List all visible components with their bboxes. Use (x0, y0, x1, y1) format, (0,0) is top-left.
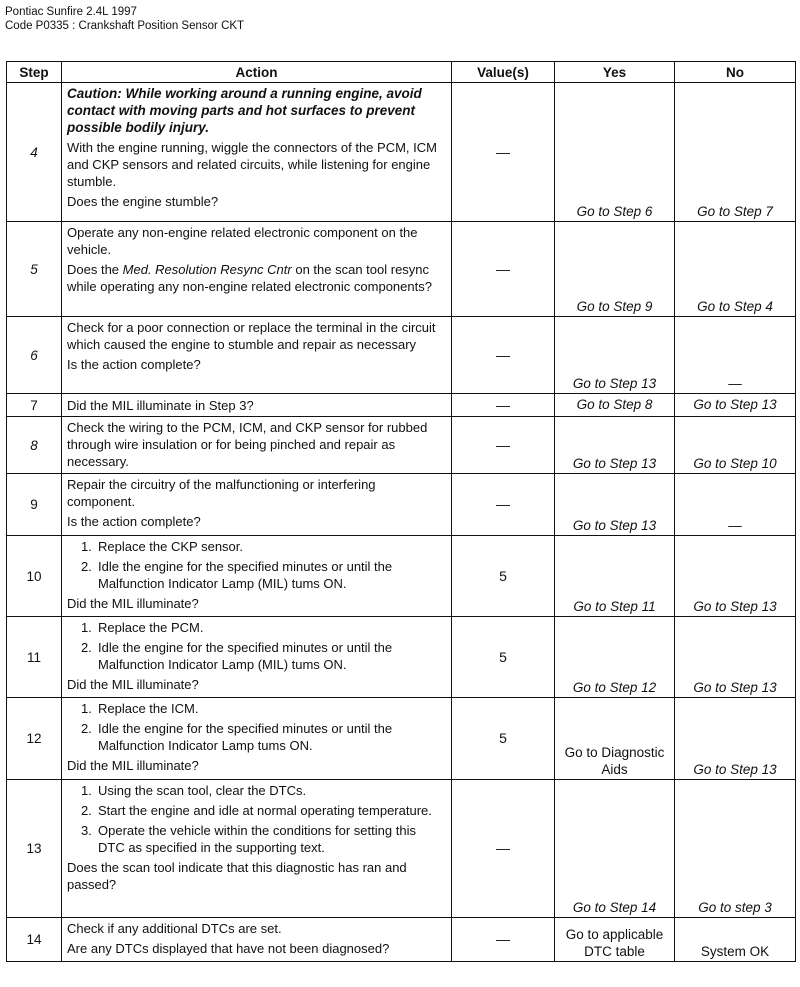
code-title: Code P0335 : Crankshaft Position Sensor CKT (5, 20, 245, 32)
value-cell: 5 (452, 698, 555, 780)
table-row (7, 617, 796, 698)
vehicle-title: Pontiac Sunfire 2.4L 1997 (5, 6, 137, 18)
procedure-item: 2. Idle the engine for the specified minutes or until the Malfunction Indicator Lamp tums ON. (81, 721, 393, 753)
action-question: Are any DTCs displayed that have not been diagnosed? (67, 941, 390, 956)
table-row (7, 698, 796, 780)
value-cell: — (452, 417, 555, 474)
no-cell: Go to Step 13 (675, 698, 796, 780)
column-header-yes: Yes (555, 62, 675, 83)
no-cell: Go to Step 13 (675, 617, 796, 698)
table-row (7, 317, 796, 394)
yes-cell: Go to Step 12 (555, 617, 675, 698)
table-row (7, 394, 796, 417)
value-cell: — (452, 222, 555, 317)
value-cell: — (452, 394, 555, 417)
document-header (5, 5, 244, 33)
table-row (7, 222, 796, 317)
action-text: Operate any non-engine related electronic component on the vehicle. (67, 225, 418, 257)
action-question: Does the engine stumble? (67, 194, 219, 209)
procedure-item: 2. Idle the engine for the specified minutes or until the Malfunction Indicator Lamp (MIL) tums ON. (81, 640, 393, 672)
step-number: 11 (7, 617, 62, 698)
no-cell: Go to Step 7 (675, 83, 796, 222)
no-cell: Go to Step 4 (675, 222, 796, 317)
value-cell: — (452, 474, 555, 536)
column-header-no: No (675, 62, 796, 83)
step-number: 10 (7, 536, 62, 617)
yes-cell: Go to Step 13 (555, 474, 675, 536)
table-row (7, 536, 796, 617)
procedure-item: 1. Using the scan tool, clear the DTCs. (81, 783, 307, 798)
yes-cell: Go to Step 8 (555, 394, 675, 417)
no-cell: Go to Step 13 (675, 394, 796, 417)
no-cell: Go to Step 10 (675, 417, 796, 474)
action-cell (62, 417, 452, 474)
step-number: 13 (7, 780, 62, 918)
action-text: Did the MIL illuminate in Step 3? (67, 397, 254, 413)
yes-cell: Go to Step 9 (555, 222, 675, 317)
value-cell: 5 (452, 536, 555, 617)
no-cell: Go to Step 13 (675, 536, 796, 617)
yes-cell: Go to Step 13 (555, 317, 675, 394)
yes-cell: Go to Step 11 (555, 536, 675, 617)
step-number: 7 (7, 394, 62, 417)
yes-cell: Go to Diagnostic Aids (555, 698, 675, 780)
value-cell: — (452, 317, 555, 394)
step-number: 4 (7, 83, 62, 222)
action-text: Check if any additional DTCs are set. (67, 921, 282, 936)
action-text: Check the wiring to the PCM, ICM, and CKP sensor for rubbed through wire insulation or for being pinched and repair as necessary. (67, 420, 428, 469)
procedure-item: 3. Operate the vehicle within the conditions for setting this DTC as specified in the supporting text. (81, 823, 416, 855)
action-text: With the engine running, wiggle the connectors of the PCM, ICM and CKP sensors and related circuits, while listening for engine stumble. (67, 140, 437, 189)
procedure-item: 1. Replace the CKP sensor. (81, 539, 244, 554)
no-cell: — (675, 474, 796, 536)
procedure-item: 1. Replace the ICM. (81, 701, 199, 716)
table-row (7, 417, 796, 474)
action-cell (62, 536, 452, 617)
action-question: Is the action complete? (67, 514, 201, 529)
table-row (7, 918, 796, 962)
step-number: 12 (7, 698, 62, 780)
action-text: Repair the circuitry of the malfunctioning or interfering component. (67, 477, 376, 509)
value-cell: 5 (452, 617, 555, 698)
action-question: Did the MIL illuminate? (67, 677, 199, 692)
yes-cell: Go to Step 13 (555, 417, 675, 474)
action-cell (62, 83, 452, 222)
value-cell: — (452, 780, 555, 918)
yes-cell: Go to applicable DTC table (555, 918, 675, 962)
caution-text: Caution: While working around a running engine, avoid contact with moving parts and hot surfaces to prevent possible bodily injury. (67, 86, 422, 135)
action-cell (62, 222, 452, 317)
value-cell: — (452, 83, 555, 222)
action-question: Does the scan tool indicate that this diagnostic has ran and passed? (67, 860, 407, 892)
table-row (7, 780, 796, 918)
step-number: 9 (7, 474, 62, 536)
action-cell (62, 780, 452, 918)
action-cell (62, 317, 452, 394)
value-cell: — (452, 918, 555, 962)
yes-cell: Go to Step 6 (555, 83, 675, 222)
table-header-row (7, 62, 796, 83)
action-text: Check for a poor connection or replace the terminal in the circuit which caused the engine to stumble and repair as necessary (67, 320, 436, 352)
procedure-item: 1. Replace the PCM. (81, 620, 204, 635)
table-row (7, 474, 796, 536)
scan-tool-parameter: Med. Resolution Resync Cntr (122, 262, 292, 277)
action-question: Does the Med. Resolution Resync Cntr on the scan tool resync while operating any non-engine related electronic components? (67, 262, 432, 294)
action-cell (62, 474, 452, 536)
column-header-action: Action (62, 62, 452, 83)
step-number: 6 (7, 317, 62, 394)
action-question: Is the action complete? (67, 357, 201, 372)
procedure-item: 2. Idle the engine for the specified minutes or until the Malfunction Indicator Lamp (MIL) tums ON. (81, 559, 393, 591)
action-question: Did the MIL illuminate? (67, 758, 199, 773)
step-number: 8 (7, 417, 62, 474)
action-cell (62, 918, 452, 962)
step-number: 5 (7, 222, 62, 317)
action-question: Did the MIL illuminate? (67, 596, 199, 611)
diagnostic-table (6, 61, 796, 962)
column-header-values: Value(s) (452, 62, 555, 83)
table-row (7, 83, 796, 222)
procedure-item: 2. Start the engine and idle at normal operating temperature. (81, 803, 432, 818)
no-cell: Go to step 3 (675, 780, 796, 918)
action-cell (62, 617, 452, 698)
step-number: 14 (7, 918, 62, 962)
no-cell: — (675, 317, 796, 394)
no-cell: System OK (675, 918, 796, 962)
yes-cell: Go to Step 14 (555, 780, 675, 918)
action-cell (62, 698, 452, 780)
action-cell (62, 394, 452, 417)
column-header-step: Step (7, 62, 62, 83)
